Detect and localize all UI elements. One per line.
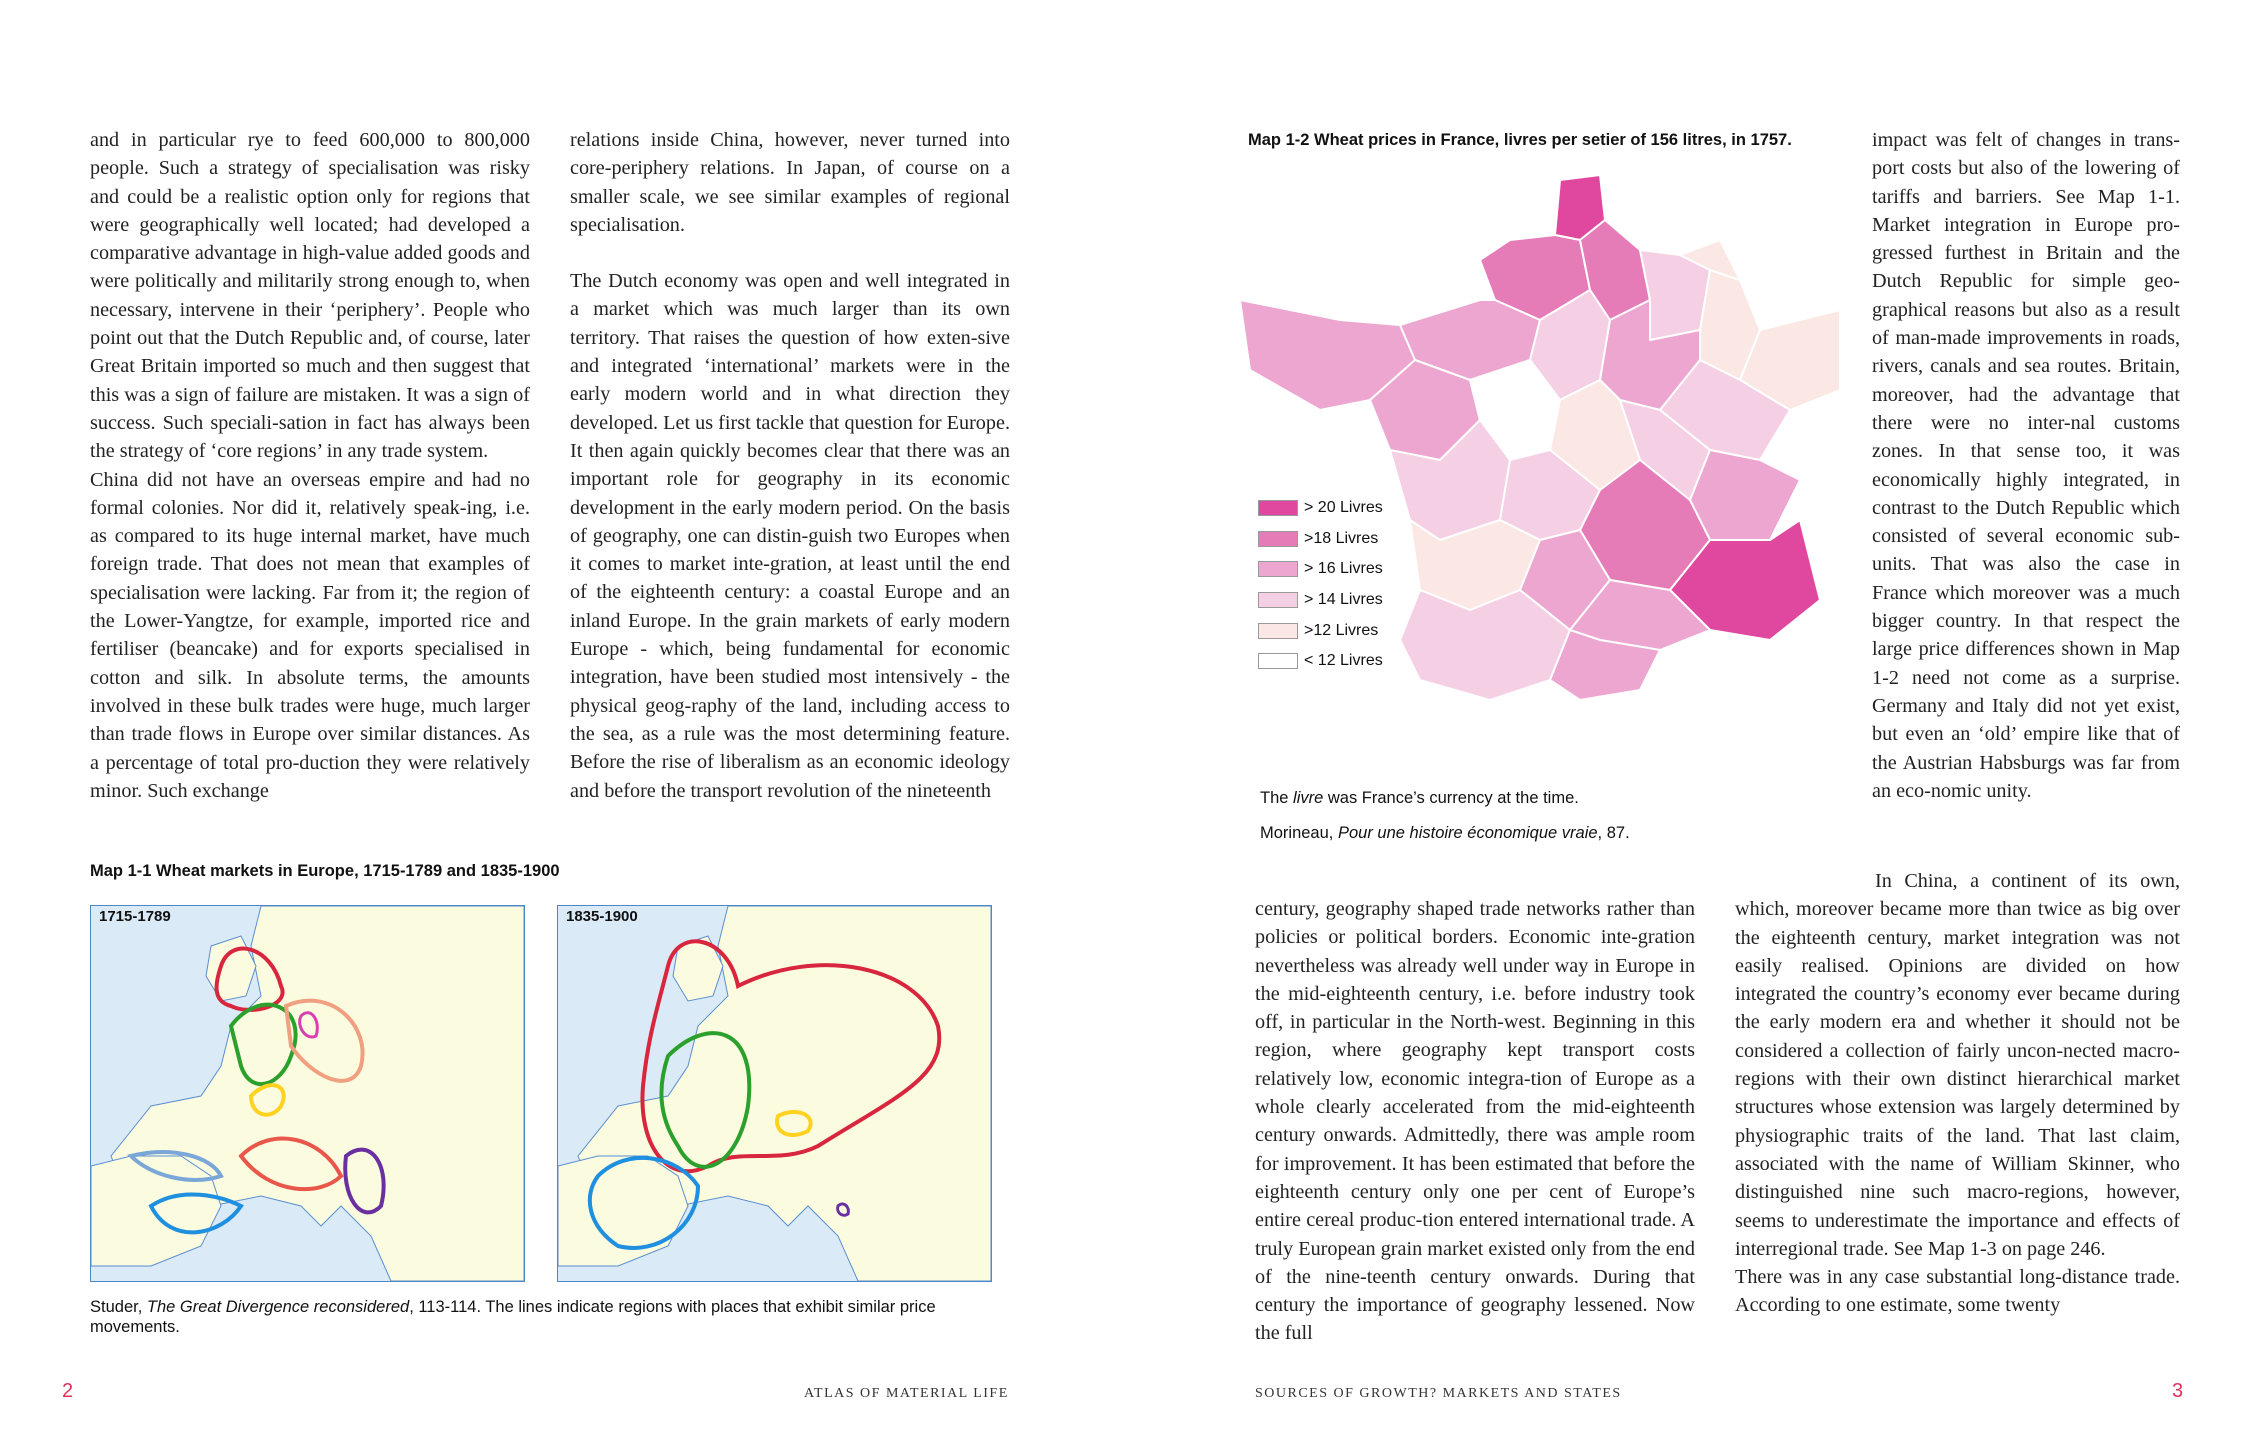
- running-head-right: SOURCES OF GROWTH? MARKETS AND STATES: [1255, 1386, 1622, 1401]
- legend-swatch: [1258, 623, 1298, 639]
- right-column-3: [1255, 895, 1695, 1348]
- map-1-1-panel-1715: [90, 905, 525, 1282]
- running-head-left: ATLAS OF MATERIAL LIFE: [804, 1386, 1009, 1401]
- page-number-left: 2: [62, 1380, 74, 1402]
- legend-item: > 20 Livres: [1258, 493, 1383, 524]
- map-1-1-source: Studer, The Great Divergence reconsidered, 113-114. The lines indicate regions with places that exhibit similar price movements.: [90, 1298, 936, 1336]
- europe-map-1835: [558, 906, 991, 1281]
- paragraph: and in particular rye to feed 600,000 to 800,000 people. Such a strategy of specialisation was risky and could be a realistic option only for regions that were geographically well located; had developed a comparative advantage in high-value added goods and were politically and militarily strong enough to, when necessary, intervene in their ‘periphery’. People who point out that the Dutch Republic and, of course, later Great Britain imported so much and then suggest that this was a sign of failure are mistaken. It was a sign of success. Such speciali-sation in fact has always been the strategy of ‘core regions’ in any trade system.: [90, 129, 530, 463]
- left-column-2: [570, 126, 1010, 805]
- legend-item: > 16 Livres: [1258, 554, 1383, 585]
- map-1-1-label-1715: 1715-1789: [99, 908, 171, 925]
- right-column-4: [1735, 867, 2180, 1320]
- europe-map-1715: [91, 906, 524, 1281]
- legend-swatch: [1258, 653, 1298, 669]
- legend-item: >18 Livres: [1258, 524, 1383, 555]
- page-number-right: 3: [2172, 1380, 2184, 1402]
- map-1-2-caption: Map 1-2 Wheat prices in France, livres per setier of 156 litres, in 1757.: [1248, 131, 1792, 149]
- legend-item: > 14 Livres: [1258, 585, 1383, 616]
- map-1-1-caption: Map 1-1 Wheat markets in Europe, 1715-1789 and 1835-1900: [90, 862, 560, 880]
- paragraph: impact was felt of changes in trans-port costs but also of the lowering of tariffs and barriers. See Map 1-1. Market integration in Europe pro-gressed furthest in Britain and the Dutch Republic for simple geo-graphical reasons but also as a result of man-made improvements in roads, rivers, canals and sea routes. Britain, moreover, had the advantage that there were no inter-nal customs zones. In that sense too, it was economically highly integrated, in contrast to the Dutch Republic which consisted of several economic sub-units. That was also the case in France which moreover was a much bigger country. In that respect the large price differences shown in Map 1-2 need not come as a surprise. Germany and Italy did not yet exist, but even an ‘old’ empire like that of the Austrian Habsburgs was far from an eco-nomic unity.: [1872, 129, 2180, 802]
- paragraph: The Dutch economy was open and well integrated in a market which was much larger than its own territory. That raises the question of how exten-sive and integrated ‘international’ markets were in the early modern world and in what direction they developed. Let us first tackle that question for Europe. It then again quickly becomes clear that there was an important role for geography in its economic development in the early modern period. On the basis of geography, one can distin-guish two Europes when it comes to market inte-gration, at least until the end of the eighteenth century: a coastal Europe and an inland Europe. In the grain markets of early modern Europe - which, being fundamental for economic integration, have been studied most intensively - the physical geog-raphy of the land, including access to the sea, as a rule was the most determining feature. Before the rise of liberalism as an economic ideology and before the transport revolution of the nineteenth: [570, 270, 1010, 802]
- map-1-1-label-1835: 1835-1900: [566, 908, 638, 925]
- legend-swatch: [1258, 500, 1298, 516]
- source-title: The Great Divergence reconsidered: [146, 1298, 410, 1316]
- legend-swatch: [1258, 592, 1298, 608]
- legend-swatch: [1258, 561, 1298, 577]
- paragraph: In China, a continent of its own, which, moreover became more than twice as big over the eighteenth century, market integration was not easily realised. Opinions are divided on how integrated the country’s economy ever became during the early modern era and whether it should not be considered a collection of fairly uncon-nected macro-regions with their own distinct hierarchical market structures whose extension was largely determined by physiographic traits of the land. That last claim, associated with the name of William Skinner, who distinguished nine such macro-regions, however, seems to underestimate the importance and effects of interregional trade. See Map 1-3 on page 246.: [1735, 870, 2180, 1260]
- paragraph: relations inside China, however, never turned into core-periphery relations. In Japan, of course on a smaller scale, we see similar examples of regional specialisation.: [570, 129, 1010, 236]
- paragraph: China did not have an overseas empire and had no formal colonies. Nor did it, relatively speak-ing, i.e. as compared to its huge internal market, have much foreign trade. That does not mean that examples of specialisation were lacking. Far from it; the region of the Lower-Yangtze, for example, imported rice and fertiliser (beancake) and for exports specialised in cotton and silk. In absolute terms, the amounts involved in these bulk trades were huge, much larger than trade flows in Europe over similar distances. As a percentage of total pro-duction they were relatively minor. Such exchange: [90, 468, 530, 802]
- paragraph: century, geography shaped trade networks rather than policies or political borders. Economic inte-gration nevertheless was already well under way in Europe in the mid-eighteenth century, i.e. before industry took off, in particular in the North-west. Beginning in this region, where geography kept transport costs relatively low, economic integra-tion of Europe as a whole clearly accelerated from the mid-eighteenth century onwards. Admittedly, there was ample room for improvement. It has been estimated that before the eighteenth century only one per cent of Europe’s entire cereal produc-tion entered international trade. A truly European grain market existed only from the end of the nine-teenth century onwards. During that century the importance of geography lessened. Now the full: [1255, 898, 1695, 1345]
- left-column-1: [90, 126, 530, 805]
- map-1-1-panel-1835: [557, 905, 992, 1282]
- legend-item: < 12 Livres: [1258, 646, 1383, 677]
- map-1-2-source: Morineau, Pour une histoire économique vraie, 87.: [1260, 824, 1630, 842]
- legend-swatch: [1258, 531, 1298, 547]
- legend-item: >12 Livres: [1258, 615, 1383, 646]
- right-column-top: [1872, 126, 2180, 805]
- paragraph: There was in any case substantial long-distance trade. According to one estimate, some twenty: [1735, 1266, 2180, 1317]
- map-1-2-legend: [1258, 493, 1383, 677]
- map-1-2-note: The livre was France’s currency at the time.: [1260, 789, 1579, 807]
